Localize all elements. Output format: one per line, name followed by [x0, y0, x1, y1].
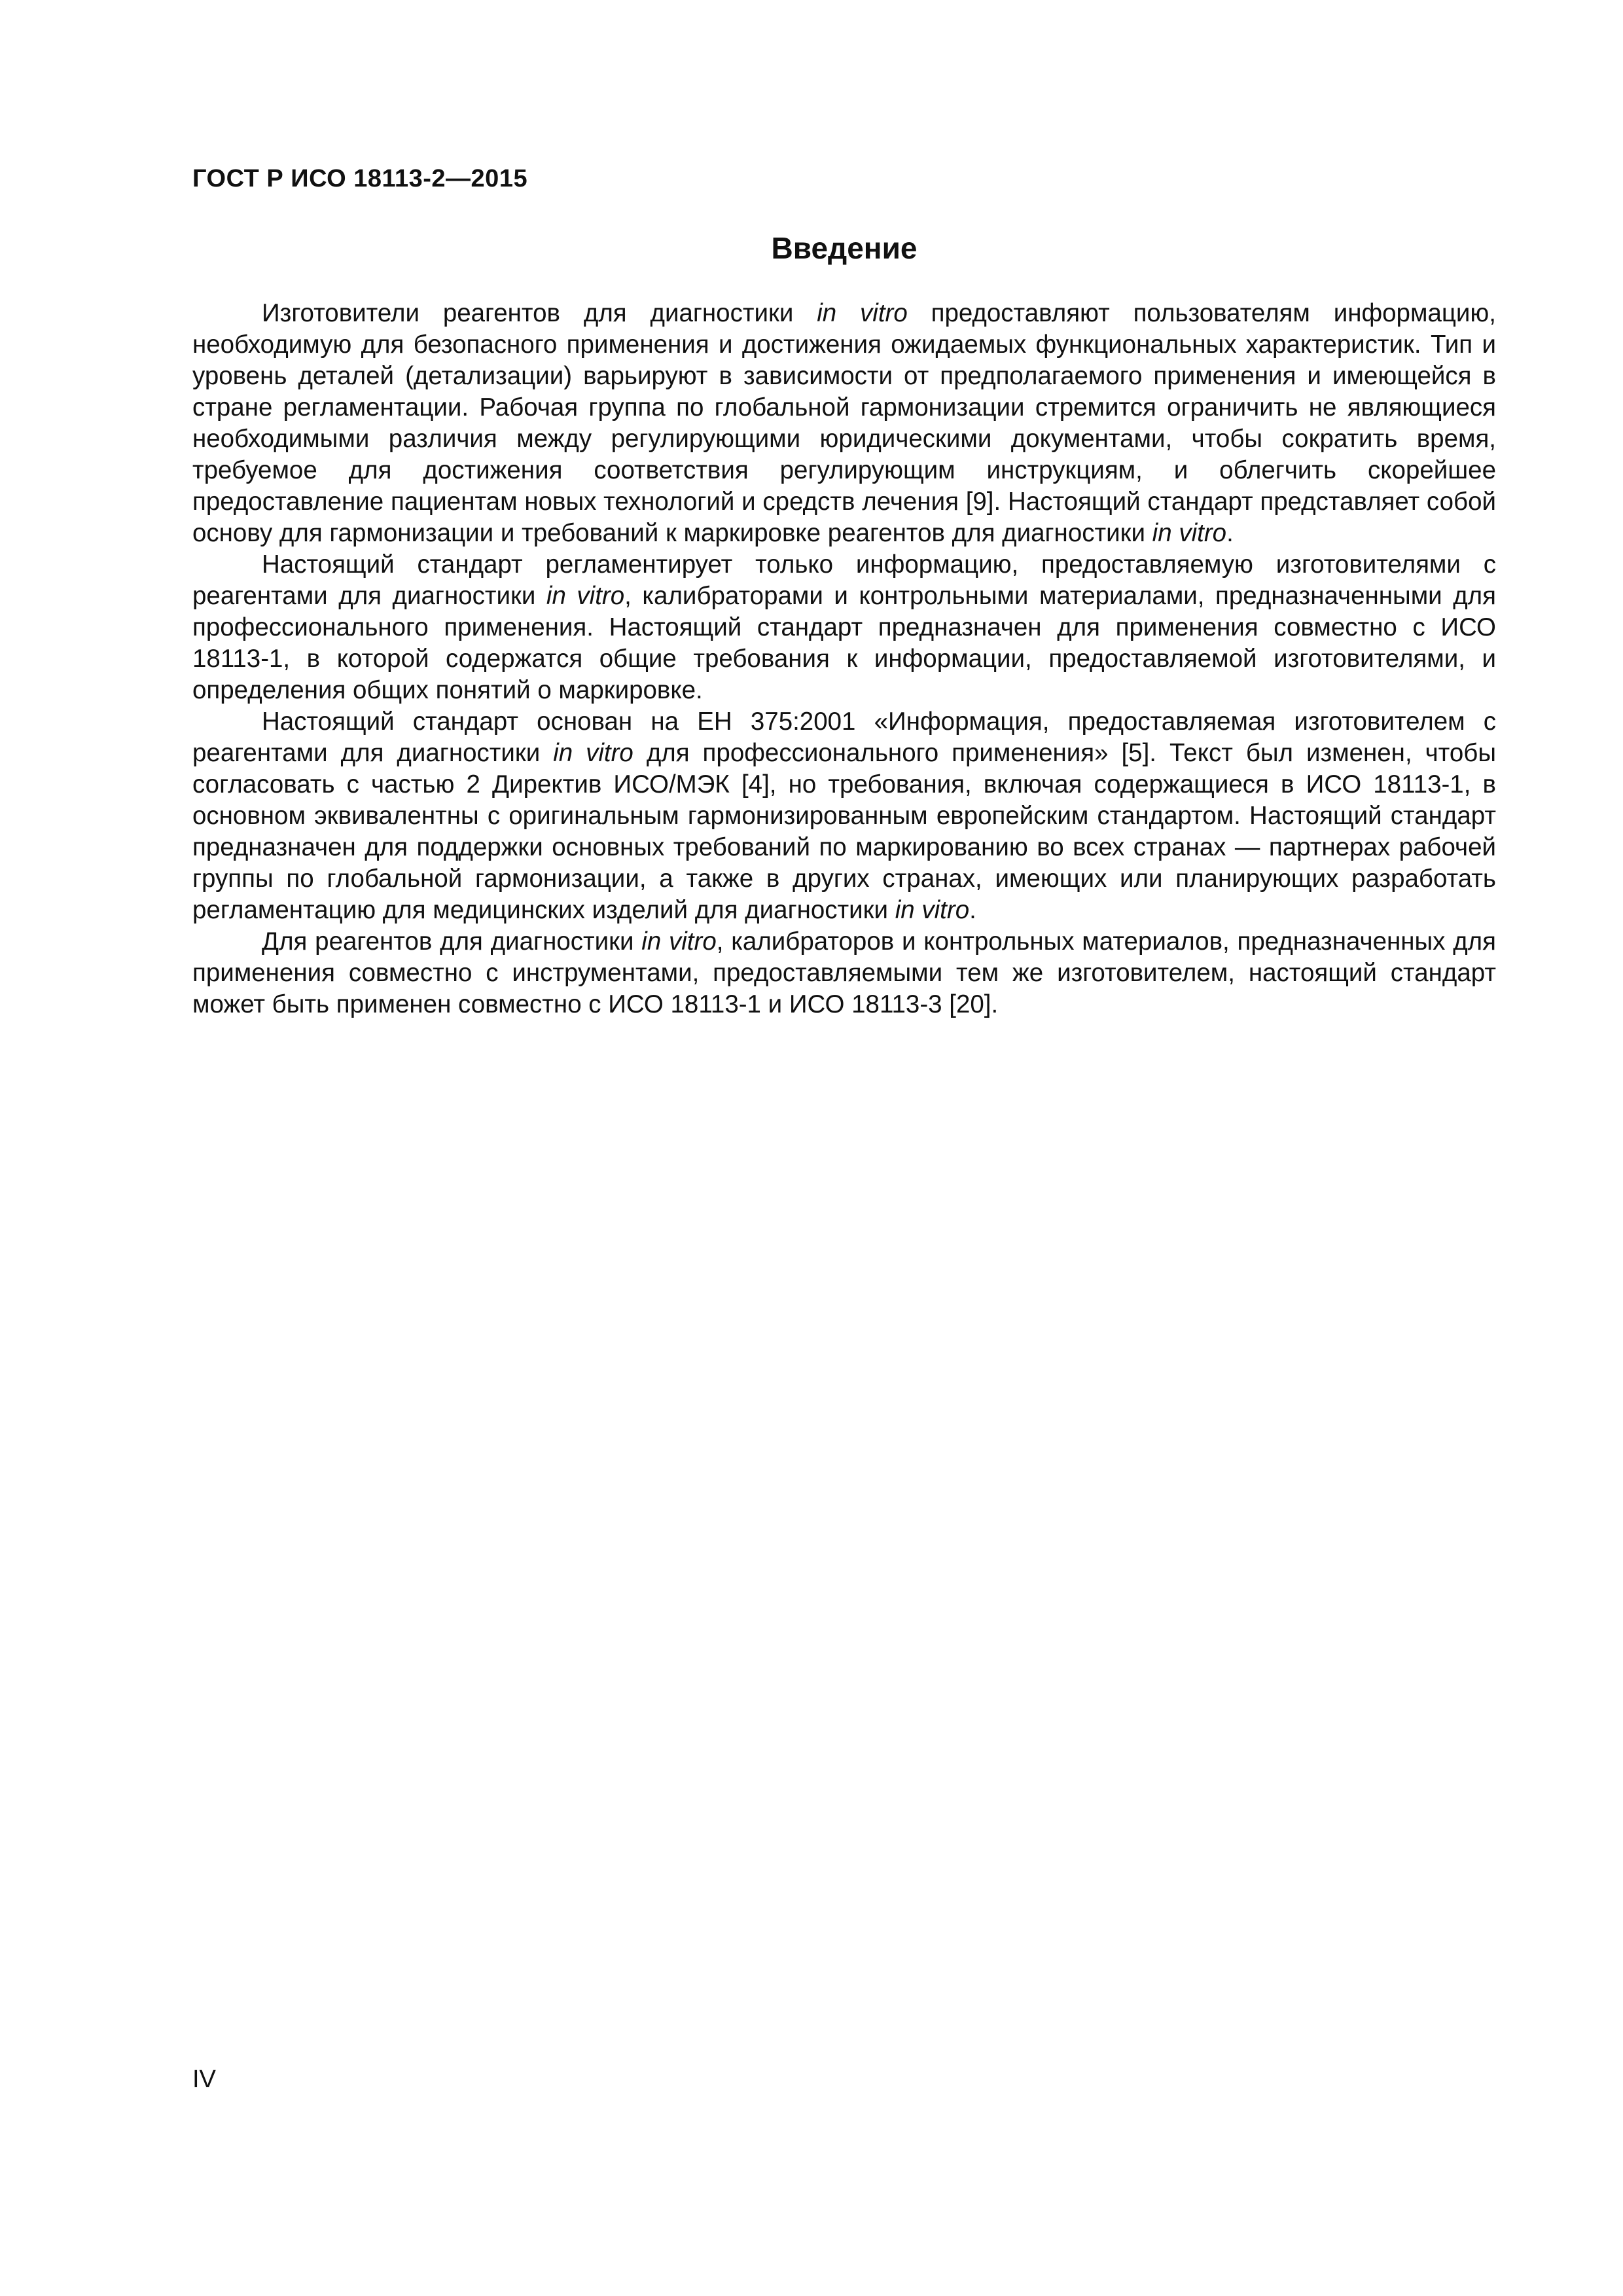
text-segment: Настоящий стандарт регламентирует только информацию, предоставляемую изготовителями с реагентами для диагностики	[192, 550, 1496, 610]
section-title: Введение	[771, 231, 918, 265]
body-text	[192, 298, 1496, 1020]
text-segment: предоставляют пользователям информацию, необходимую для безопасного применения и достижения ожидаемых функциональных характеристик. Тип и уровень деталей (детализации) варьируют в зависимости от предполагаемого применения и имеющейся в стране регламентации. Рабочая группа по глобальной гармонизации стремится ограничить не являющиеся необходимыми различия между регулирующими юридическими документами, чтобы сократить время, требуемое для достижения соответствия регулирующим инструкциям, и облегчить скорейшее предоставление пациентам новых технологий и средств лечения [9]. Настоящий стандарт представляет собой основу для гармонизации и требований к маркировке реагентов для диагностики	[192, 299, 1496, 547]
paragraph	[192, 549, 1496, 706]
paragraph	[192, 298, 1496, 549]
document-code-header: ГОСТ Р ИСО 18113-2—2015	[192, 165, 528, 192]
text-segment: .	[1226, 519, 1234, 547]
italic-term: in vitro	[895, 896, 970, 924]
text-segment: , калибраторов и контрольных материалов, предназначенных для применения совместно с инструментами, предоставляемыми тем же изготовителем, настоящий стандарт может быть применен совместно с ИСО 18113-1 и ИСО 18113-3 [20].	[192, 927, 1496, 1018]
text-segment: , калибраторами и контрольными материалами, предназначенными для профессионального применения. Настоящий стандарт предназначен для применения совместно с ИСО 18113-1, в которой содержатся общие требования к информации, предоставляемой изготовителями, и определения общих понятий о маркировке.	[192, 582, 1496, 704]
paragraph	[192, 706, 1496, 926]
text-segment: Для реагентов для диагностики	[262, 927, 642, 956]
page-number: IV	[192, 2066, 216, 2093]
italic-term: in vitro	[1152, 519, 1227, 547]
text-segment: .	[969, 896, 976, 924]
text-segment: для профессионального применения» [5]. Текст был изменен, чтобы согласовать с частью 2 Директив ИСО/МЭК [4], но требования, включая содержащиеся в ИСО 18113-1, в основном эквивалентны с оригинальным гармонизированным европейским стандартом. Настоящий стандарт предназначен для поддержки основных требований по маркированию во всех странах — партнерах рабочей группы по глобальной гармонизации, а также в других странах, имеющих или планирующих разработать регламентацию для медицинских изделий для диагностики	[192, 739, 1496, 924]
text-segment: Изготовители реагентов для диагностики	[262, 299, 817, 327]
text-segment: Настоящий стандарт основан на ЕН 375:2001 «Информация, предоставляемая изготовителем с реагентами для диагностики	[192, 708, 1496, 767]
italic-term: in vitro	[553, 739, 633, 767]
paragraph	[192, 926, 1496, 1020]
italic-term: in vitro	[546, 582, 625, 610]
italic-term: in vitro	[817, 299, 908, 327]
italic-term: in vitro	[641, 927, 717, 956]
